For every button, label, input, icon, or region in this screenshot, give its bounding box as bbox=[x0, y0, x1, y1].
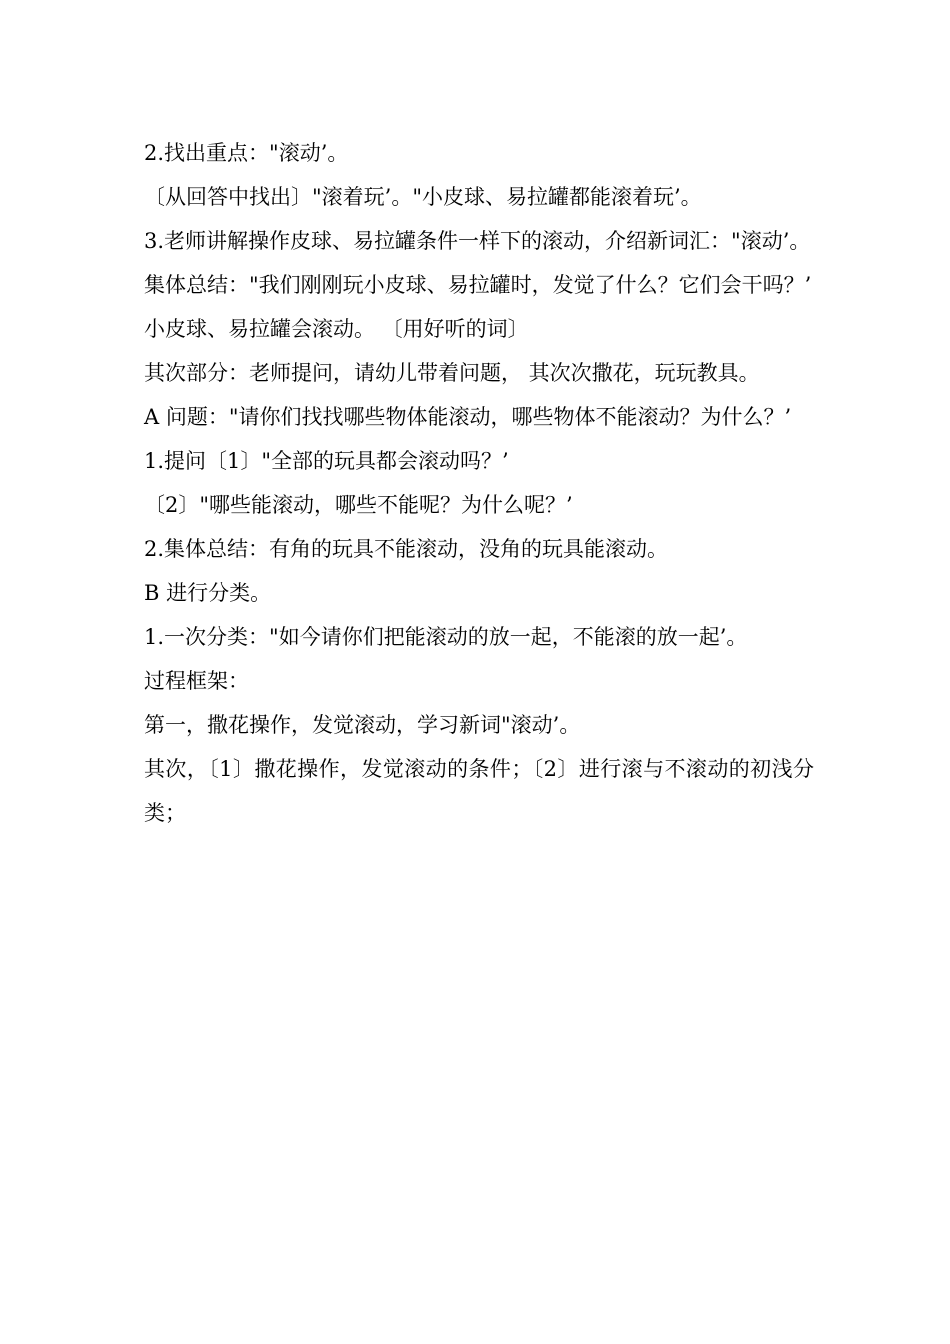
paragraph-8: 1.提问〔1〕"全部的玩具都会滚动吗？’ bbox=[144, 449, 509, 473]
paragraph-6: 其次部分：老师提问，请幼儿带着问题， 其次次撒花，玩玩教具。 bbox=[144, 361, 760, 385]
paragraph-15: 其次，〔1〕撒花操作，发觉滚动的条件；〔2〕进行滚与不滚动的初浅分类； bbox=[144, 757, 814, 825]
paragraph-13: 过程框架： bbox=[144, 669, 249, 693]
document-body bbox=[144, 131, 814, 835]
paragraph-1: 2.找出重点："滚动’。 bbox=[144, 141, 349, 165]
paragraph-9: 〔2〕"哪些能滚动，哪些不能呢？为什么呢？’ bbox=[144, 493, 573, 517]
paragraph-4: 集体总结："我们刚刚玩小皮球、易拉罐时，发觉了什么？它们会干吗？’ bbox=[144, 273, 812, 297]
paragraph-14: 第一，撒花操作，发觉滚动，学习新词"滚动’。 bbox=[144, 713, 581, 737]
paragraph-12: 1.一次分类："如今请你们把能滚动的放一起，不能滚的放一起’。 bbox=[144, 625, 748, 649]
paragraph-2: 〔从回答中找出〕"滚着玩’。"小皮球、易拉罐都能滚着玩’。 bbox=[144, 185, 702, 209]
paragraph-10: 2.集体总结：有角的玩具不能滚动，没角的玩具能滚动。 bbox=[144, 537, 669, 561]
paragraph-7: A 问题："请你们找找哪些物体能滚动，哪些物体不能滚动？为什么？’ bbox=[144, 405, 792, 429]
paragraph-3: 3.老师讲解操作皮球、易拉罐条件一样下的滚动，介绍新词汇："滚动’。 bbox=[144, 229, 811, 253]
paragraph-5: 小皮球、易拉罐会滚动。 〔用好听的词〕 bbox=[144, 317, 529, 341]
paragraph-11: B 进行分类。 bbox=[144, 581, 272, 605]
